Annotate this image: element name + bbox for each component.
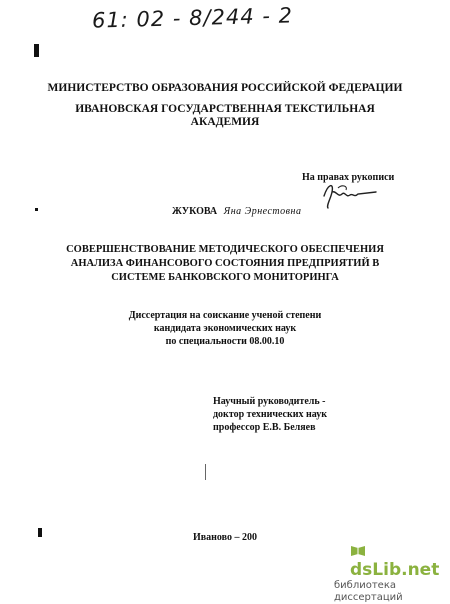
watermark-subtitle: библиотека диссертаций	[334, 580, 403, 603]
scan-mark	[205, 464, 206, 480]
watermark[interactable]	[334, 540, 448, 604]
city-year: Иваново – 200	[192, 532, 258, 543]
degree-line1: Диссертация на соискание ученой степени	[128, 310, 322, 321]
author-last-name: ЖУКОВА	[172, 206, 218, 217]
thesis-title-line1: СОВЕРШЕНСТВОВАНИЕ МЕТОДИЧЕСКОГО ОБЕСПЕЧЕНИЯ	[66, 244, 384, 255]
supervisor-line1: Научный руководитель -	[213, 396, 326, 407]
author	[172, 206, 301, 217]
scan-mark	[35, 208, 38, 211]
book-icon	[350, 543, 366, 557]
handwritten-catalog-number: 61: 02 - 8/244 - 2	[91, 3, 294, 33]
thesis-title-line2: АНАЛИЗА ФИНАНСОВОГО СОСТОЯНИЯ ПРЕДПРИЯТИЙ В	[70, 258, 380, 269]
degree-line3: по специальности 08.00.10	[165, 336, 285, 347]
watermark-logo-text: dsLib.net	[350, 560, 440, 580]
academy-heading-line1: ИВАНОВСКАЯ ГОСУДАРСТВЕННАЯ ТЕКСТИЛЬНАЯ	[75, 103, 375, 115]
thesis-title-line3: СИСТЕМЕ БАНКОВСКОГО МОНИТОРИНГА	[111, 272, 339, 283]
author-first-names: Яна Эрнестовна	[223, 206, 302, 217]
ministry-heading: МИНИСТЕРСТВО ОБРАЗОВАНИЯ РОССИЙСКОЙ ФЕДЕРАЦИИ	[47, 82, 403, 94]
rights-notice: На правах рукописи	[302, 172, 395, 183]
scan-mark	[34, 44, 39, 57]
watermark-logo[interactable]	[350, 540, 448, 580]
supervisor-line3: профессор Е.В. Беляев	[213, 422, 316, 433]
supervisor-line2: доктор технических наук	[213, 409, 328, 420]
academy-heading-line2: АКАДЕМИЯ	[190, 116, 260, 128]
handwritten-signature	[320, 176, 380, 212]
degree-line2: кандидата экономических наук	[153, 323, 297, 334]
